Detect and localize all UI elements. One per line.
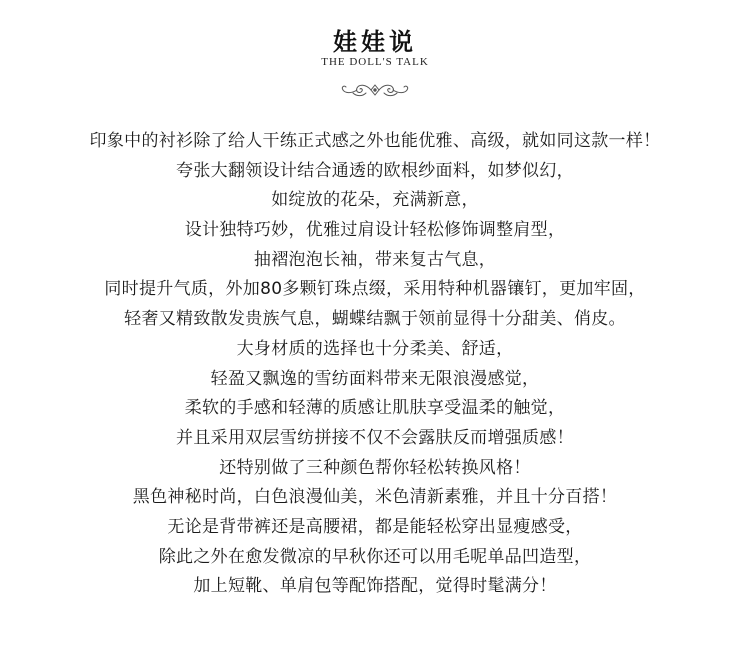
text-line: 柔软的手感和轻薄的质感让肌肤享受温柔的触觉， (184, 398, 566, 419)
flourish-ornament-icon (335, 78, 415, 102)
text-line: 并且采用双层雪纺拼接不仅不会露肤反而增强质感！ (176, 427, 574, 448)
text-line: 设计独特巧妙，优雅过肩设计轻松修饰调整肩型， (184, 220, 566, 241)
text-line: 大身材质的选择也十分柔美、舒适， (236, 338, 514, 359)
page-subtitle: THE DOLL'S TALK (321, 56, 429, 68)
text-line: 加上短靴、单肩包等配饰搭配，觉得时髦满分！ (193, 576, 557, 597)
text-line: 同时提升气质，外加80多颗钉珠点缀，采用特种机器镶钉，更加牢固， (104, 279, 646, 300)
text-line: 除此之外在愈发微凉的早秋你还可以用毛呢单品凹造型， (158, 546, 592, 567)
text-line: 无论是背带裤还是高腰裙，都是能轻松穿出显瘦感受， (167, 516, 583, 537)
text-line: 轻盈又飘逸的雪纺面料带来无限浪漫感觉， (210, 368, 540, 389)
text-line: 黑色神秘时尚，白色浪漫仙美，米色清新素雅，并且十分百搭！ (132, 487, 618, 508)
text-line: 还特别做了三种颜色帮你轻松转换风格！ (219, 457, 531, 478)
text-line: 轻奢又精致散发贵族气息，蝴蝶结飘于领前显得十分甜美、俏皮。 (124, 309, 626, 330)
text-line: 印象中的衬衫除了给人干练正式感之外也能优雅、高级，就如同这款一样！ (89, 131, 661, 151)
page-title: 娃娃说 (333, 27, 417, 56)
text-line: 抽褶泡泡长袖，带来复古气息， (253, 249, 497, 270)
description-text (0, 127, 750, 602)
text-line: 如绽放的花朵，充满新意， (271, 190, 479, 211)
text-line: 夸张大翻领设计结合通透的欧根纱面料，如梦似幻， (176, 160, 574, 181)
